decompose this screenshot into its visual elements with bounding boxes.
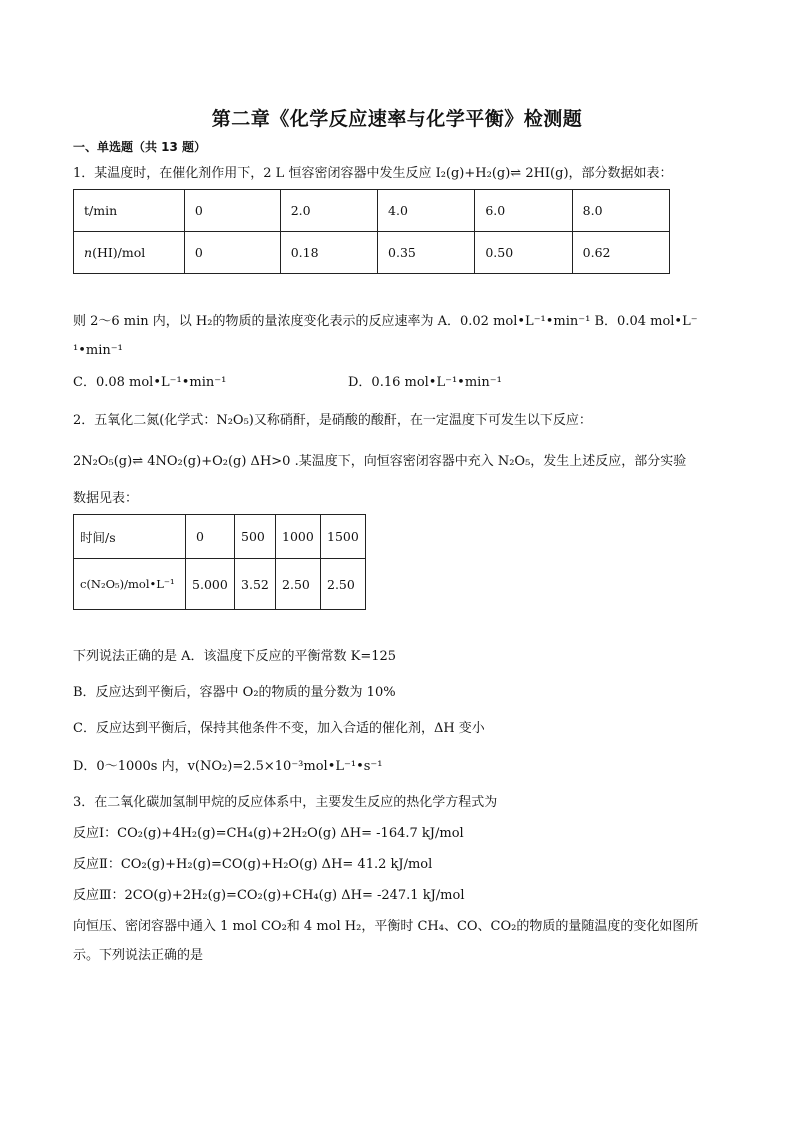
q3-description: 向恒压、密闭容器中通入 1 mol CO₂和 4 mol H₂，平衡时 CH₄、CO、CO₂的物质的量随温度的变化如图所 [73,919,699,934]
table-row [74,190,670,232]
table-cell: 5.000 [186,559,235,610]
table-cell: 时间/s [74,515,186,559]
q3-reaction-1: 反应Ⅰ：CO₂(g)+4H₂(g)=CH₄(g)+2H₂O(g) ΔH= -164.7 kJ/mol [73,826,464,841]
q2-stem: 2．五氧化二氮(化学式：N₂O₅)又称硝酐，是硝酸的酸酐，在一定温度下可发生以下反应： [73,413,592,428]
q3-reaction-2: 反应Ⅱ：CO₂(g)+H₂(g)=CO(g)+H₂O(g) ΔH= 41.2 kJ/mol [73,857,433,872]
table-cell: c(N₂O₅)/mol•L⁻¹ [74,559,186,610]
table-cell: 0.18 [280,232,377,274]
table-cell: 3.52 [235,559,276,610]
table-cell: t/min [74,190,185,232]
table-cell [74,232,185,274]
q1-options-ab: 则 2～6 min 内，以 H₂的物质的量浓度变化表示的反应速率为 A．0.02 mol•L⁻¹•min⁻¹ B．0.04 mol•L⁻ [73,314,698,329]
q2-option-a: 下列说法正确的是 A．该温度下反应的平衡常数 K=125 [73,649,397,664]
q3-reaction-3: 反应Ⅲ：2CO(g)+2H₂(g)=CO₂(g)+CH₄(g) ΔH= -247.1 kJ/mol [73,888,465,903]
q2-reaction: 2N₂O₅(g)⇌ 4NO₂(g)+O₂(g) ΔH>0 .某温度下，向恒容密闭容器中充入 N₂O₅，发生上述反应，部分实验 [73,454,687,469]
table-cell: 500 [235,515,276,559]
table-cell: 1500 [321,515,366,559]
italic-n: n [84,245,93,260]
table-row [74,515,366,559]
table-cell: 4.0 [378,190,475,232]
q3-stem: 3．在二氧化碳加氢制甲烷的反应体系中，主要发生反应的热化学方程式为 [73,795,498,810]
q3-description-continued: 示。下列说法正确的是 [73,948,204,963]
table-cell: 2.0 [280,190,377,232]
table-cell: 2.50 [276,559,321,610]
section-heading: 一、单选题（共 13 题） [73,140,207,154]
q1-table [73,189,670,274]
q1-option-c: C．0.08 mol•L⁻¹•min⁻¹ [73,375,227,390]
table-cell: 0 [184,232,280,274]
table-cell: 0.50 [475,232,572,274]
table-cell: 0.62 [572,232,669,274]
document-title: 第二章《化学反应速率与化学平衡》检测题 [211,108,583,130]
q1-option-d: D．0.16 mol•L⁻¹•min⁻¹ [348,375,502,390]
q2-table [73,514,366,610]
table-cell: 0.35 [378,232,475,274]
table-cell: 0 [186,515,235,559]
table-cell: 0 [184,190,280,232]
q2-stem2: 数据见表： [73,491,139,506]
table-cell: 2.50 [321,559,366,610]
q2-option-b: B．反应达到平衡后，容器中 O₂的物质的量分数为 10% [73,685,396,700]
label-rest: (HI)/mol [92,245,146,260]
table-row [74,232,670,274]
q2-option-d: D．0～1000s 内，v(NO₂)=2.5×10⁻³mol•L⁻¹•s⁻¹ [73,759,383,774]
q1-stem: 1．某温度时，在催化剂作用下，2 L 恒容密闭容器中发生反应 I₂(g)+H₂(g)⇌ 2HI(g)，部分数据如表： [73,166,673,181]
q1-options-ab-continued: ¹•min⁻¹ [73,343,123,358]
table-cell: 1000 [276,515,321,559]
table-cell: 8.0 [572,190,669,232]
table-cell: 6.0 [475,190,572,232]
table-row [74,559,366,610]
q2-option-c: C．反应达到平衡后，保持其他条件不变，加入合适的催化剂，ΔH 变小 [73,721,485,736]
